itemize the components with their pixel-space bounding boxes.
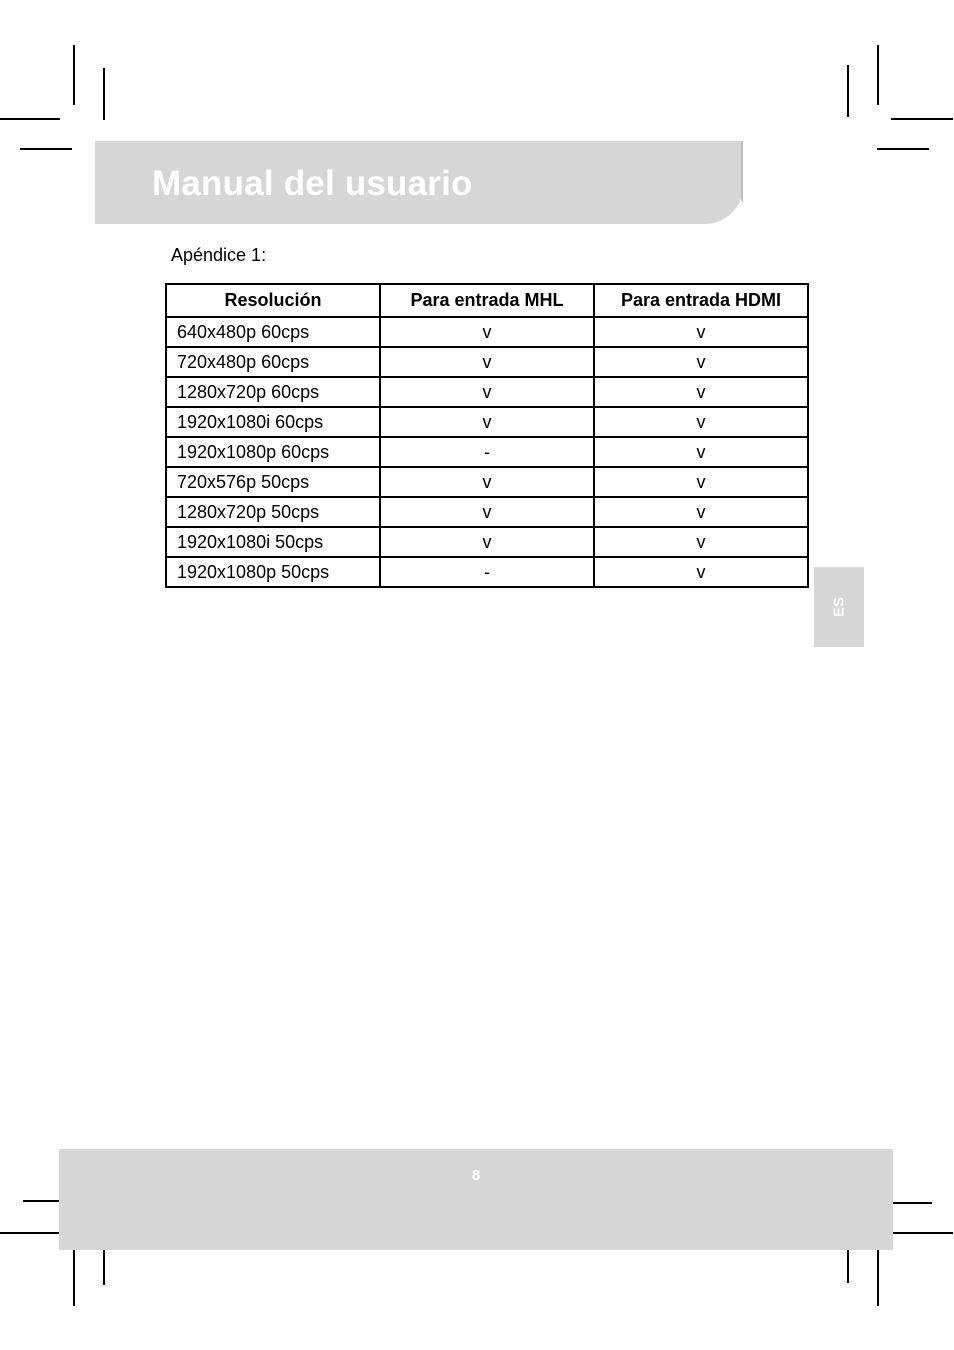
header-edge [741, 141, 743, 201]
cell-resolution: 1920x1080p 60cps [166, 437, 380, 467]
cell-resolution: 640x480p 60cps [166, 317, 380, 347]
table-row [166, 377, 808, 407]
cell-resolution: 1920x1080i 50cps [166, 527, 380, 557]
column-header-mhl: Para entrada MHL [380, 284, 594, 317]
page-title: Manual del usuario [152, 164, 473, 203]
crop-mark [877, 148, 929, 150]
crop-mark [73, 1246, 75, 1306]
cell-hdmi: v [594, 557, 808, 587]
cell-hdmi: v [594, 407, 808, 437]
cell-hdmi: v [594, 437, 808, 467]
crop-mark [0, 1232, 60, 1234]
crop-mark [20, 148, 72, 150]
cell-mhl: - [380, 437, 594, 467]
cell-mhl: v [380, 347, 594, 377]
cell-hdmi: v [594, 527, 808, 557]
crop-mark [103, 68, 105, 120]
column-header-resolution: Resolución [166, 284, 380, 317]
language-tab [814, 567, 864, 647]
language-tab-label: ES [830, 596, 848, 618]
cell-resolution: 1920x1080p 50cps [166, 557, 380, 587]
cell-mhl: - [380, 557, 594, 587]
table-row [166, 497, 808, 527]
crop-mark [877, 45, 879, 105]
crop-mark [73, 45, 75, 105]
crop-mark [0, 118, 60, 120]
cell-mhl: v [380, 317, 594, 347]
cell-resolution: 1280x720p 60cps [166, 377, 380, 407]
table-header-row [166, 284, 808, 317]
cell-hdmi: v [594, 377, 808, 407]
table-row [166, 347, 808, 377]
cell-hdmi: v [594, 497, 808, 527]
cell-hdmi: v [594, 347, 808, 377]
table-row [166, 527, 808, 557]
appendix-label: Apéndice 1: [171, 245, 267, 265]
cell-hdmi: v [594, 467, 808, 497]
cell-resolution: 720x576p 50cps [166, 467, 380, 497]
page-number: 8 [471, 1167, 481, 1184]
resolution-table [165, 283, 809, 588]
cell-resolution: 720x480p 60cps [166, 347, 380, 377]
footer-band [59, 1149, 893, 1250]
crop-mark [893, 1232, 953, 1234]
cell-mhl: v [380, 527, 594, 557]
crop-mark [847, 65, 849, 117]
cell-mhl: v [380, 467, 594, 497]
cell-hdmi: v [594, 317, 808, 347]
cell-mhl: v [380, 497, 594, 527]
table-row [166, 317, 808, 347]
table-row [166, 557, 808, 587]
cell-resolution: 1920x1080i 60cps [166, 407, 380, 437]
column-header-hdmi: Para entrada HDMI [594, 284, 808, 317]
crop-mark [877, 1246, 879, 1306]
cell-mhl: v [380, 407, 594, 437]
cell-mhl: v [380, 377, 594, 407]
table-row [166, 407, 808, 437]
table-row [166, 437, 808, 467]
cell-resolution: 1280x720p 50cps [166, 497, 380, 527]
table-row [166, 467, 808, 497]
crop-mark [891, 118, 953, 120]
